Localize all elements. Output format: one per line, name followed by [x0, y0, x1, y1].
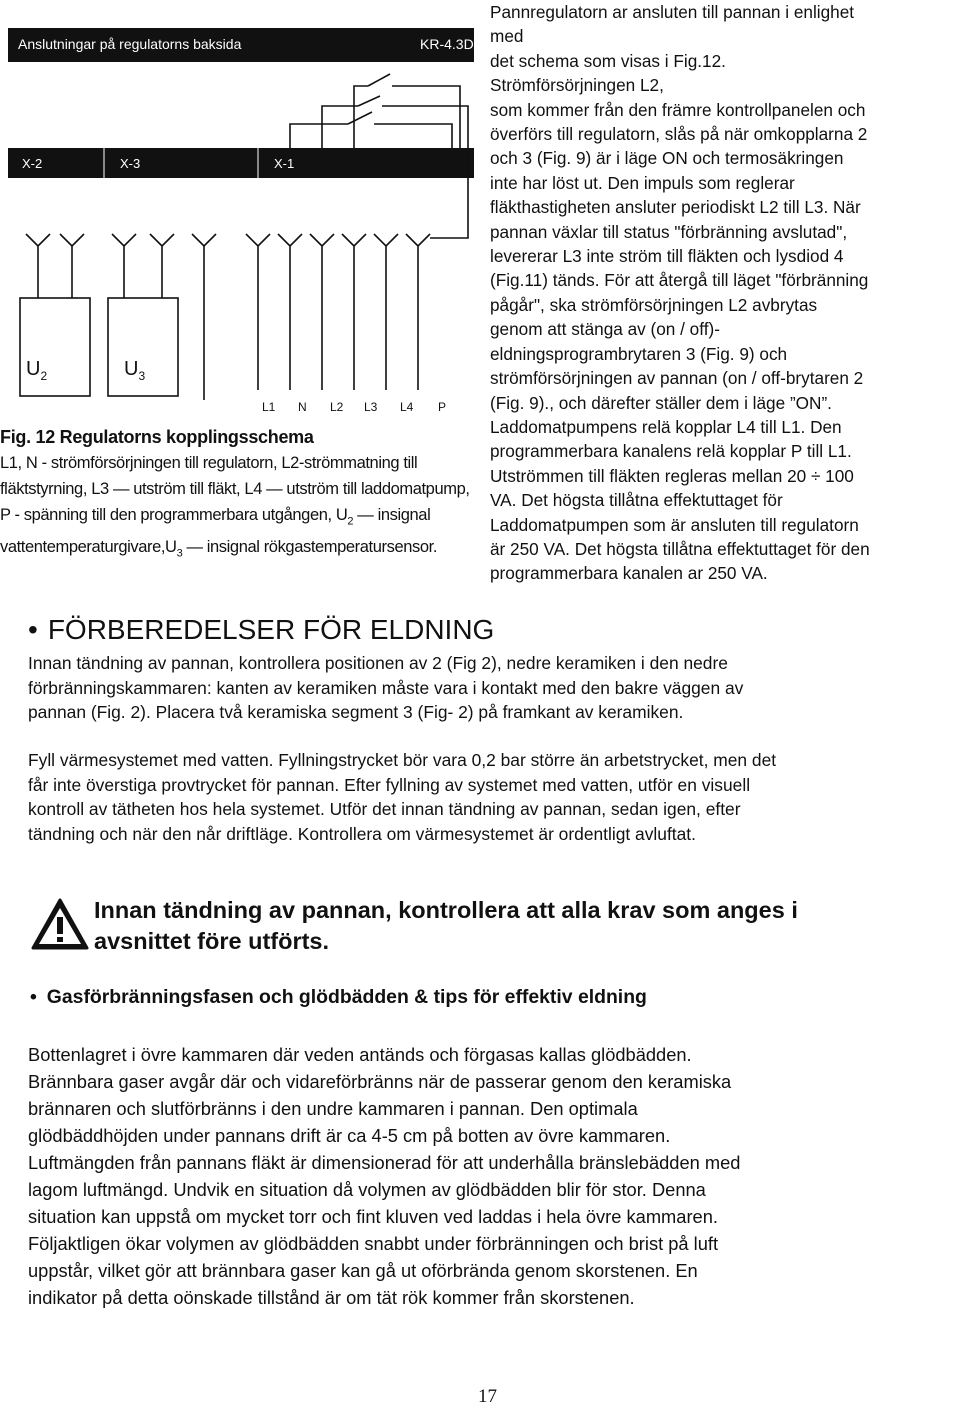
diagram-header: Anslutningar på regulatorns baksida — [18, 36, 242, 52]
text-line: Följaktligen ökar volymen av glödbädden snabbt under förbränningen och brist på luft — [28, 1233, 719, 1254]
text-line: indikator på detta oönskade tillstånd är om tät rök kommer från skorstenen. — [28, 1287, 635, 1308]
text-line: Innan tändning av pannan, kontrollera positionen av 2 (Fig 2), nedre keramiken i den nedre — [28, 653, 728, 673]
text-line: VA. Det högsta tillåtna effektuttaget för — [490, 490, 783, 511]
text-line: uppstår, vilket gör att brännbara gaser kan gå ut oförbrända genom skorstenen. En — [28, 1260, 698, 1281]
text-line: inte har löst ut. Den impuls som reglerar — [490, 172, 795, 193]
text-line: med — [490, 26, 524, 47]
text-line: (Fig. 9)., och därefter ställer dem i läge ”ON”. — [490, 392, 832, 413]
caption-line: $vattentemperaturgivare,U_3$ — insignal rökgastemperatursensor. — [0, 538, 438, 560]
text-line: strömförsörjningen av pannan (on / off-brytaren 2 — [490, 368, 864, 389]
terminal-p: P — [438, 400, 447, 414]
connector-label-x3: X-3 — [120, 156, 141, 171]
text-line: Brännbara gaser avgår där och vidareförbränns när de passerar genom den keramiska — [28, 1071, 732, 1092]
text-line: tändning och när den når driftläge. Kontrollera om värmesystemet är ordentligt avluftat. — [28, 823, 696, 844]
bullet: • — [30, 986, 37, 1008]
right-column-text — [490, 0, 960, 586]
heading-text: Gasförbränningsfasen och glödbädden & tips för effektiv eldning — [46, 986, 647, 1008]
warning-triangle-icon — [30, 897, 90, 956]
figure-caption — [0, 424, 476, 567]
sensor-u3-label: $U_3$ — [124, 358, 146, 383]
text-line: pannan växlar till status "förbränning avslutad", — [490, 221, 848, 242]
text-line: Luftmängden från pannans fläkt är dimensionerad för att underhålla bränslebädden med — [28, 1152, 741, 1173]
text-line: förbränningskammaren: kanten av keramiken måste vara i kontakt med den bakre väggen av — [28, 677, 744, 698]
text-line: överförs till regulatorn, slås på när omkopplarna 2 — [490, 124, 868, 145]
text-line: det schema som visas i Fig.12. — [490, 50, 726, 71]
caption-line: fläktstyrning, L3 — utström till fläkt, L4 — utström till laddomatpump, — [0, 480, 470, 498]
text-line: är 250 VA. Det högsta tillåtna effektuttaget för den — [490, 538, 870, 559]
text-line: lagom luftmängd. Undvik en situation då volymen av glödbädden blir för stor. Denna — [28, 1179, 706, 1200]
paragraph-glow-bed — [28, 1041, 948, 1311]
warning-text: Innan tändning av pannan, kontrollera att alla krav som anges i avsnittet före utförts. — [94, 897, 798, 954]
text-line: Utströmmen till fläkten regleras mellan 20 ÷ 100 — [490, 465, 854, 486]
text-line: levererar L3 inte ström till fläkten och lysdiod 4 — [490, 246, 844, 267]
text-line: eldningsprogrambrytaren 3 (Fig. 9) och — [490, 343, 788, 364]
text-line: programmerbara kanalen ar 250 VA. — [490, 563, 768, 584]
terminal-l4: L4 — [400, 400, 414, 414]
text-line: pannan (Fig. 2). Placera två keramiska segment 3 (Fig- 2) på framkant av keramiken. — [28, 702, 684, 722]
paragraph-fill-system — [28, 748, 948, 846]
sensor-u2-label: $U_2$ — [26, 358, 48, 383]
text-line: glödbäddhöjden under pannans drift är ca 4-5 cm på botten av övre kammaren. — [28, 1125, 671, 1146]
text-line: genom att stänga av (on / off)- — [490, 319, 720, 340]
wiring-diagram-graphic — [8, 28, 474, 424]
text-line: Fyll värmesystemet med vatten. Fyllningstrycket bör vara 0,2 bar större än arbetstrycket, men det — [28, 750, 777, 770]
diagram-model: KR-4.3D — [420, 36, 474, 52]
connector-label-x2: X-2 — [22, 156, 43, 171]
text-line: och 3 (Fig. 9) är i läge ON och termosäkringen — [490, 148, 844, 169]
text-line: kontroll av tätheten hos hela systemet. Utför det innan tändning av pannan, sedan igen, efter — [28, 799, 741, 819]
text-line: Laddomatpumpen som är ansluten till regulatorn — [490, 514, 859, 535]
text-line: som kommer från den främre kontrollpanelen och — [490, 99, 866, 120]
paragraph-ceramics — [28, 651, 948, 725]
bullet: • — [28, 614, 38, 645]
text-line: Laddomatpumpens relä kopplar L4 till L1. Den — [490, 416, 842, 437]
text-line: brännaren och slutförbränns i den undre kammaren i pannan. Den optimala — [28, 1098, 638, 1119]
text-line: Pannregulatorn ar ansluten till pannan i enlighet — [490, 2, 855, 22]
terminal-n: N — [298, 400, 307, 414]
text-line: Strömförsörjningen L2, — [490, 75, 664, 96]
caption-line: L1, N - strömförsörjningen till regulatorn, L2-strömmatning till — [0, 454, 418, 472]
text-line: (Fig.11) tänds. För att återgå till läget "förbränning — [490, 270, 869, 291]
terminal-l1: L1 — [262, 400, 276, 414]
terminal-l3: L3 — [364, 400, 378, 414]
page-number: 17 — [478, 1386, 497, 1407]
connector-label-x1: X-1 — [274, 156, 295, 171]
text-line: programmerbara kanalens relä kopplar P till L1. — [490, 441, 852, 462]
heading-text: FÖRBEREDELSER FÖR ELDNING — [47, 614, 495, 645]
section-heading-gasification — [30, 986, 647, 1009]
wiring-diagram — [8, 28, 474, 424]
caption-line: P - spänning till den programmerbara utgången, $U_2$ — insignal — [0, 506, 431, 528]
text-line: pågår", ska strömförsörjningen L2 avbrytas — [490, 294, 818, 315]
text-line: får inte överstiga provtrycket för pannan. Efter fyllning av systemet med vatten, utför en visuell — [28, 774, 751, 795]
text-line: situation kan uppstå om mycket torr och fint kluven ved laddas i hela övre kammaren. — [28, 1206, 718, 1227]
text-line: Bottenlagret i övre kammaren där veden antänds och förgasas kallas glödbädden. — [28, 1044, 692, 1065]
terminal-l2: L2 — [330, 400, 344, 414]
text-line: fläkthastigheten ansluter periodiskt L2 till L3. När — [490, 197, 861, 218]
section-heading-preparations — [28, 614, 494, 646]
caption-title: Fig. 12 Regulatorns kopplingsschema — [0, 427, 314, 447]
